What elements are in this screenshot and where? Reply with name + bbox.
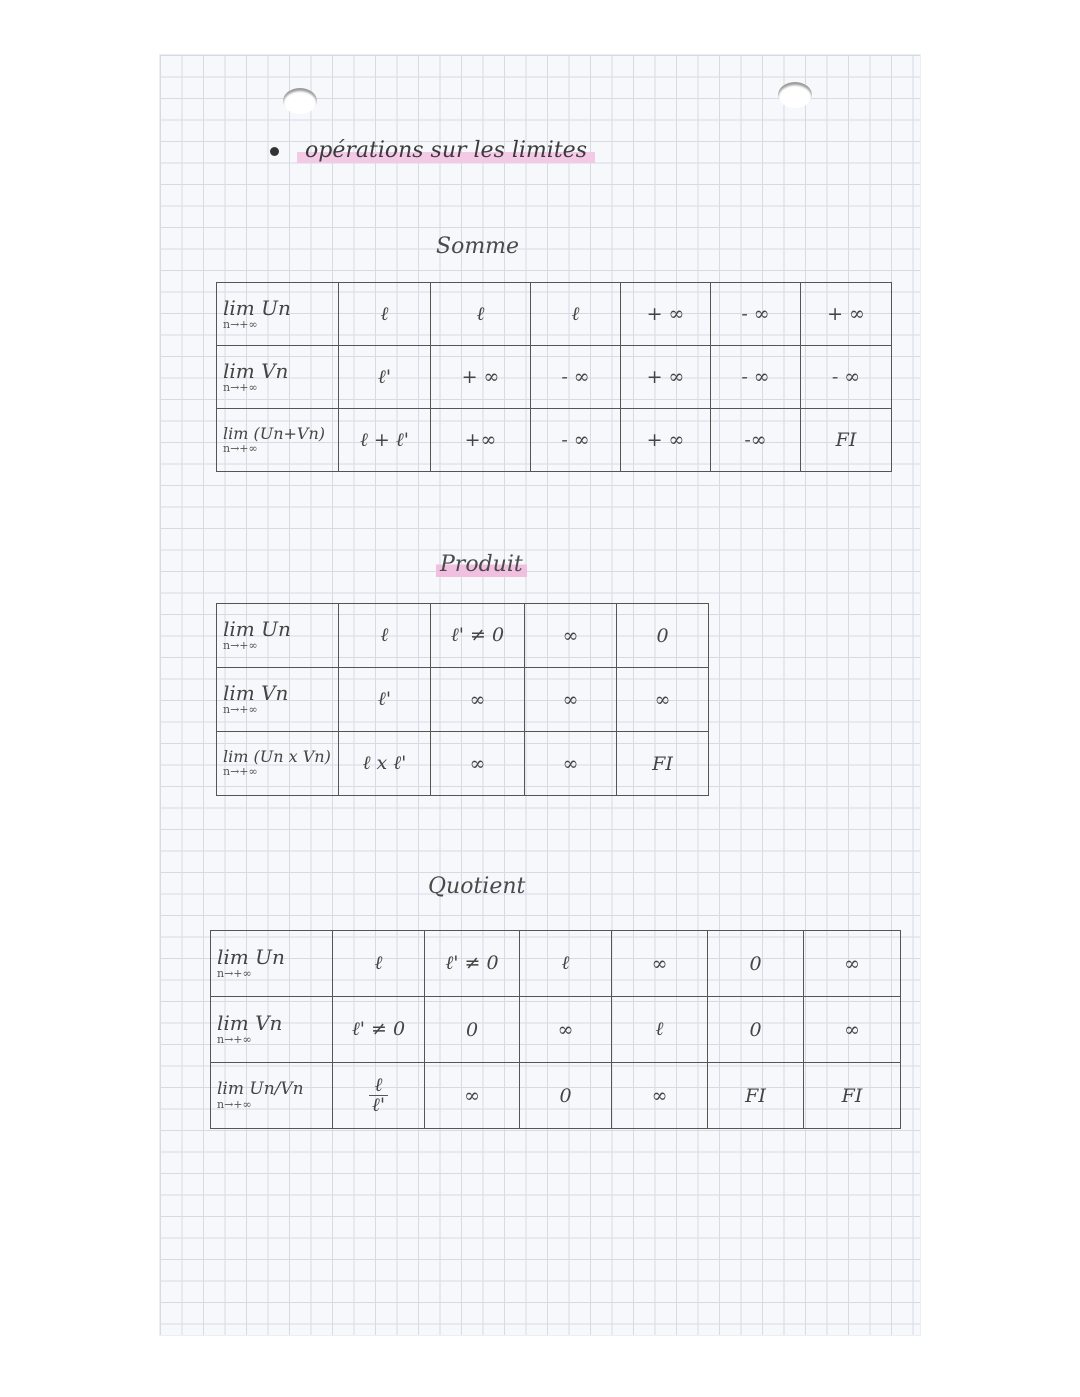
table-cell: ℓ [333, 931, 425, 997]
table-cell: FI [804, 1063, 901, 1129]
table-cell: +∞ [431, 409, 531, 472]
table-cell: 0 [708, 931, 804, 997]
table-cell: ∞ [425, 1063, 520, 1129]
row-header: lim (Un+Vn) n→+∞ [217, 409, 339, 472]
punch-hole-left [283, 88, 317, 114]
table-cell: ∞ [612, 931, 708, 997]
table-cell: + ∞ [621, 283, 711, 346]
table-row [211, 931, 901, 997]
page-heading [270, 138, 595, 163]
produit-title: Produit [436, 552, 527, 577]
table-row [217, 668, 709, 732]
fraction-cell [333, 1063, 425, 1129]
table-cell: ℓ [339, 604, 431, 668]
row-header: lim Vn n→+∞ [217, 346, 339, 409]
table-cell: ℓ x ℓ' [339, 732, 431, 796]
table-cell: - ∞ [711, 283, 801, 346]
table-row [217, 732, 709, 796]
table-cell: ∞ [804, 997, 901, 1063]
table-cell: ∞ [431, 668, 525, 732]
bullet-icon [270, 147, 279, 156]
table-cell: ℓ + ℓ' [339, 409, 431, 472]
table-cell: 0 [425, 997, 520, 1063]
table-cell: ∞ [804, 931, 901, 997]
table-cell: ℓ' [339, 668, 431, 732]
table-row [217, 604, 709, 668]
table-cell: ∞ [612, 1063, 708, 1129]
table-cell: ℓ [612, 997, 708, 1063]
table-row [217, 409, 892, 472]
table-cell: ℓ' ≠ 0 [431, 604, 525, 668]
row-header: lim Vn n→+∞ [217, 668, 339, 732]
table-cell: FI [617, 732, 709, 796]
table-cell: + ∞ [621, 409, 711, 472]
row-header: lim (Un x Vn) n→+∞ [217, 732, 339, 796]
table-cell: ∞ [617, 668, 709, 732]
heading-text: opérations sur les limites [297, 138, 595, 163]
row-header: lim Un n→+∞ [217, 604, 339, 668]
table-cell: ℓ [531, 283, 621, 346]
table-row [217, 346, 892, 409]
punch-hole-right [778, 82, 812, 108]
table-cell: + ∞ [801, 283, 892, 346]
table-cell: ℓ [431, 283, 531, 346]
table-cell: ℓ' ≠ 0 [333, 997, 425, 1063]
table-cell: ℓ' ≠ 0 [425, 931, 520, 997]
table-cell: 0 [617, 604, 709, 668]
table-row [211, 997, 901, 1063]
table-cell: ∞ [525, 732, 617, 796]
table-cell: ∞ [525, 668, 617, 732]
row-header: lim Un n→+∞ [211, 931, 333, 997]
quotient-title: Quotient [428, 874, 526, 899]
table-cell: ℓ [520, 931, 612, 997]
table-cell: 0 [708, 997, 804, 1063]
fraction-denominator: ℓ' [371, 1093, 386, 1116]
table-cell: - ∞ [801, 346, 892, 409]
quotient-table [210, 930, 901, 1129]
table-cell: ∞ [525, 604, 617, 668]
table-row [211, 1063, 901, 1129]
table-cell: - ∞ [711, 346, 801, 409]
fraction-numerator: ℓ [369, 1076, 388, 1096]
table-cell: + ∞ [431, 346, 531, 409]
table-cell: -∞ [711, 409, 801, 472]
table-cell: - ∞ [531, 409, 621, 472]
table-cell: ℓ' [339, 346, 431, 409]
table-cell: + ∞ [621, 346, 711, 409]
row-header: lim Un/Vn n→+∞ [211, 1063, 333, 1129]
row-header: lim Vn n→+∞ [211, 997, 333, 1063]
table-cell: FI [708, 1063, 804, 1129]
table-cell: - ∞ [531, 346, 621, 409]
table-row [217, 283, 892, 346]
table-cell: ∞ [520, 997, 612, 1063]
somme-title: Somme [436, 234, 520, 259]
table-cell: ∞ [431, 732, 525, 796]
produit-table [216, 603, 709, 796]
table-cell: ℓ [339, 283, 431, 346]
table-cell: 0 [520, 1063, 612, 1129]
row-header: lim Un n→+∞ [217, 283, 339, 346]
table-cell: FI [801, 409, 892, 472]
somme-table [216, 282, 892, 472]
